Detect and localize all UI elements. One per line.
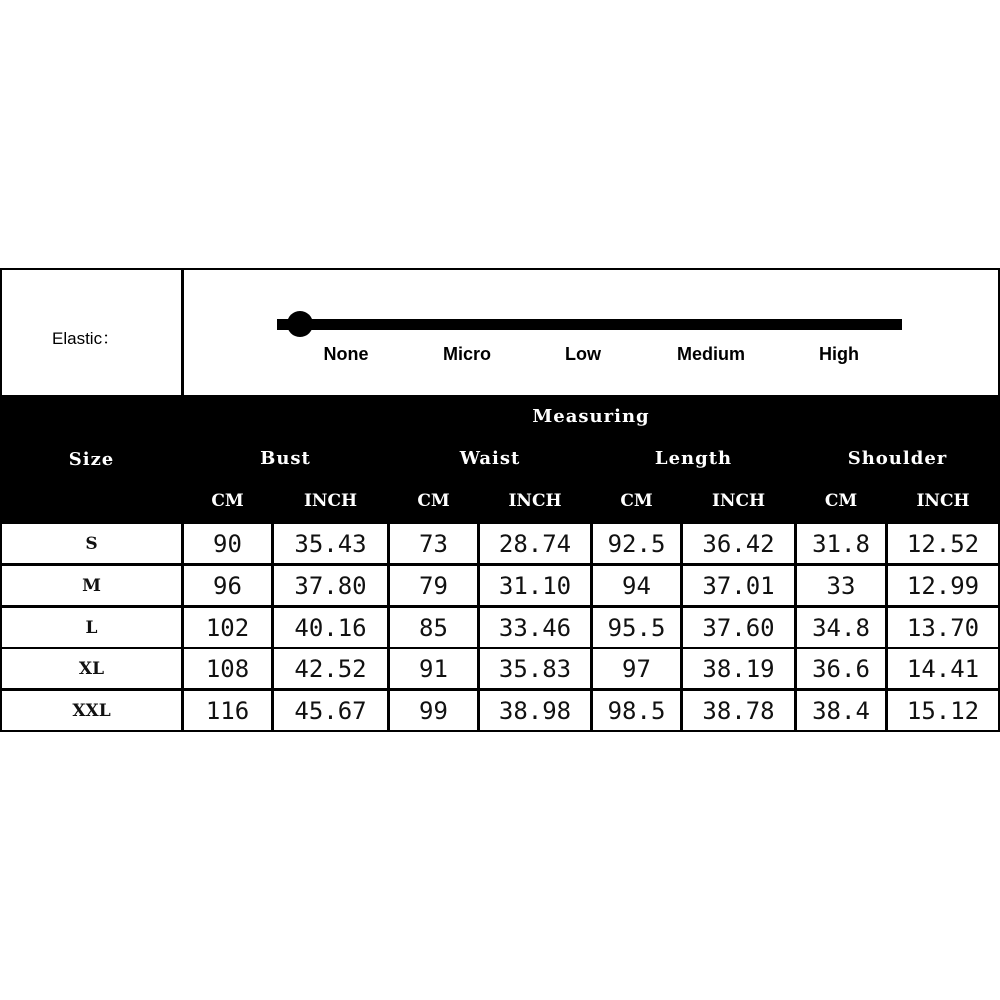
- waist-inch-header: INCH: [480, 480, 590, 521]
- elastic-scale-indicator: [287, 311, 313, 337]
- size-cell: L: [2, 608, 181, 647]
- shoulder-cm-header: CM: [797, 480, 885, 521]
- bust-cm-cell: 102: [184, 608, 271, 647]
- waist-header: Waist: [390, 439, 590, 477]
- size-cell: XL: [2, 649, 181, 688]
- elastic-level-medium: Medium: [676, 344, 746, 364]
- bust-cm-header: CM: [184, 480, 271, 521]
- length-inch-cell: 36.42: [683, 524, 794, 563]
- waist-cm-header: CM: [390, 480, 477, 521]
- waist-cm-cell: 79: [390, 566, 477, 605]
- elastic-level-none: None: [323, 344, 369, 364]
- bust-inch-cell: 35.43: [274, 524, 387, 563]
- waist-cm-cell: 73: [390, 524, 477, 563]
- waist-cm-cell: 99: [390, 691, 477, 730]
- shoulder-inch-cell: 15.12: [888, 691, 998, 730]
- shoulder-inch-cell: 12.99: [888, 566, 998, 605]
- length-cm-cell: 92.5: [593, 524, 680, 563]
- waist-inch-cell: 38.98: [480, 691, 590, 730]
- shoulder-cm-cell: 34.8: [797, 608, 885, 647]
- length-cm-cell: 94: [593, 566, 680, 605]
- elastic-label: Elastic：: [52, 329, 120, 348]
- bust-header: Bust: [184, 439, 387, 477]
- shoulder-header: Shoulder: [797, 439, 998, 477]
- bust-inch-cell: 40.16: [274, 608, 387, 647]
- size-cell: S: [2, 524, 181, 563]
- bust-inch-cell: 37.80: [274, 566, 387, 605]
- bust-cm-cell: 96: [184, 566, 271, 605]
- length-inch-cell: 38.19: [683, 649, 794, 688]
- bust-inch-cell: 45.67: [274, 691, 387, 730]
- shoulder-inch-cell: 12.52: [888, 524, 998, 563]
- shoulder-inch-cell: 14.41: [888, 649, 998, 688]
- bust-cm-cell: 108: [184, 649, 271, 688]
- size-cell: M: [2, 566, 181, 605]
- length-cm-header: CM: [593, 480, 680, 521]
- waist-inch-cell: 28.74: [480, 524, 590, 563]
- bust-inch-header: INCH: [274, 480, 387, 521]
- waist-inch-cell: 33.46: [480, 608, 590, 647]
- elastic-scale-track: [277, 319, 902, 330]
- shoulder-cm-cell: 33: [797, 566, 885, 605]
- length-header: Length: [593, 439, 794, 477]
- length-inch-cell: 37.01: [683, 566, 794, 605]
- bust-inch-cell: 42.52: [274, 649, 387, 688]
- bust-cm-cell: 116: [184, 691, 271, 730]
- elastic-level-low: Low: [565, 344, 601, 364]
- waist-cm-cell: 91: [390, 649, 477, 688]
- shoulder-inch-cell: 13.70: [888, 608, 998, 647]
- waist-cm-cell: 85: [390, 608, 477, 647]
- elastic-level-high: High: [819, 344, 859, 364]
- waist-inch-cell: 31.10: [480, 566, 590, 605]
- shoulder-cm-cell: 38.4: [797, 691, 885, 730]
- size-cell: XXL: [2, 691, 181, 730]
- length-cm-cell: 97: [593, 649, 680, 688]
- size-header: Size: [2, 397, 181, 521]
- length-inch-cell: 37.60: [683, 608, 794, 647]
- length-cm-cell: 95.5: [593, 608, 680, 647]
- length-inch-cell: 38.78: [683, 691, 794, 730]
- measuring-header: Measuring: [184, 397, 998, 436]
- elastic-level-micro: Micro: [442, 344, 492, 364]
- size-chart: [0, 268, 1000, 732]
- shoulder-inch-header: INCH: [888, 480, 998, 521]
- length-cm-cell: 98.5: [593, 691, 680, 730]
- bust-cm-cell: 90: [184, 524, 271, 563]
- waist-inch-cell: 35.83: [480, 649, 590, 688]
- shoulder-cm-cell: 31.8: [797, 524, 885, 563]
- shoulder-cm-cell: 36.6: [797, 649, 885, 688]
- length-inch-header: INCH: [683, 480, 794, 521]
